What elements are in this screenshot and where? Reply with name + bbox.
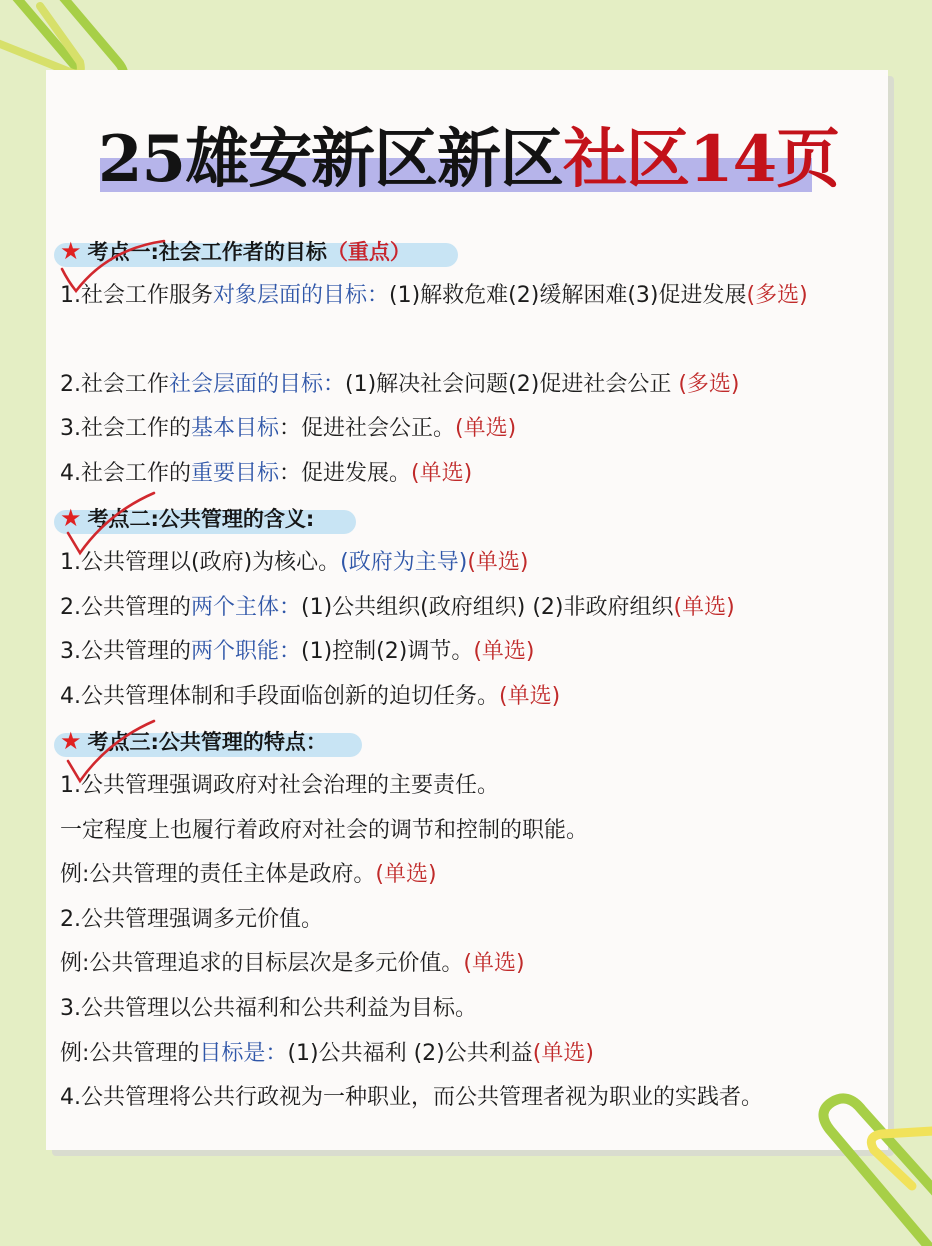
title-block [98,118,840,202]
section-heading-2 [60,496,860,541]
list-item: 2.公共管理强调多元价值。 [60,906,323,932]
list-item: 例:公共管理追求的目标层次是多元价值。(单选) [60,951,525,977]
star-icon: ★ [60,727,82,756]
heading-text: 考点二:公共管理的含义: [87,507,315,532]
heading-text: 考点三:公共管理的特点： [87,730,327,755]
checkmark-icon [64,719,164,785]
list-item: 例:公共管理的目标是：(1)公共福利 (2)公共利益(单选) [60,1040,594,1066]
list-item: 4.公共管理将公共行政视为一种职业，而公共管理者视为职业的实践者。 [60,1085,763,1111]
star-icon: ★ [60,237,82,265]
checkmark-icon [64,491,164,557]
page-title [98,118,840,202]
list-item: 1.社会工作服务对象层面的目标：(1)解救危难(2)缓解困难(3)促进发展(多选) [60,282,808,308]
heading-red-note: （重点） [326,240,411,264]
list-item: 2.公共管理的两个主体：(1)公共组织(政府组织) (2)非政府组织(单选) [60,594,735,620]
checkmark-icon [56,235,176,295]
section-heading-1 [60,229,860,274]
star-icon: ★ [60,504,82,533]
heading-text: 考点一:社会工作者的目标 [87,240,327,264]
list-item: 一定程度上也履行着政府对社会的调节和控制的职能。 [60,817,589,843]
list-item: 4.公共管理体制和手段面临创新的迫切任务。(单选) [60,683,561,709]
list-item: 3.公共管理的两个职能：(1)控制(2)调节。(单选) [60,639,535,665]
content [60,229,860,1121]
list-item: 3.公共管理以公共福利和公共利益为目标。 [60,995,477,1021]
list-item: 1.公共管理强调政府对社会治理的主要责任。 [60,772,499,798]
title-red: 社区14页 [563,122,840,197]
section-heading-3 [60,719,860,764]
list-item: 1.公共管理以(政府)为核心。(政府为主导)(单选) [60,549,529,575]
title-black: 25雄安新区新区 [98,122,564,197]
list-item: 4.社会工作的重要目标：促进发展。(单选) [60,460,473,486]
list-item: 2.社会工作社会层面的目标：(1)解决社会问题(2)促进社会公正 (多选) [60,371,740,397]
list-item: 3.社会工作的基本目标：促进社会公正。(单选) [60,416,517,442]
list-item: 例:公共管理的责任主体是政府。(单选) [60,862,437,888]
